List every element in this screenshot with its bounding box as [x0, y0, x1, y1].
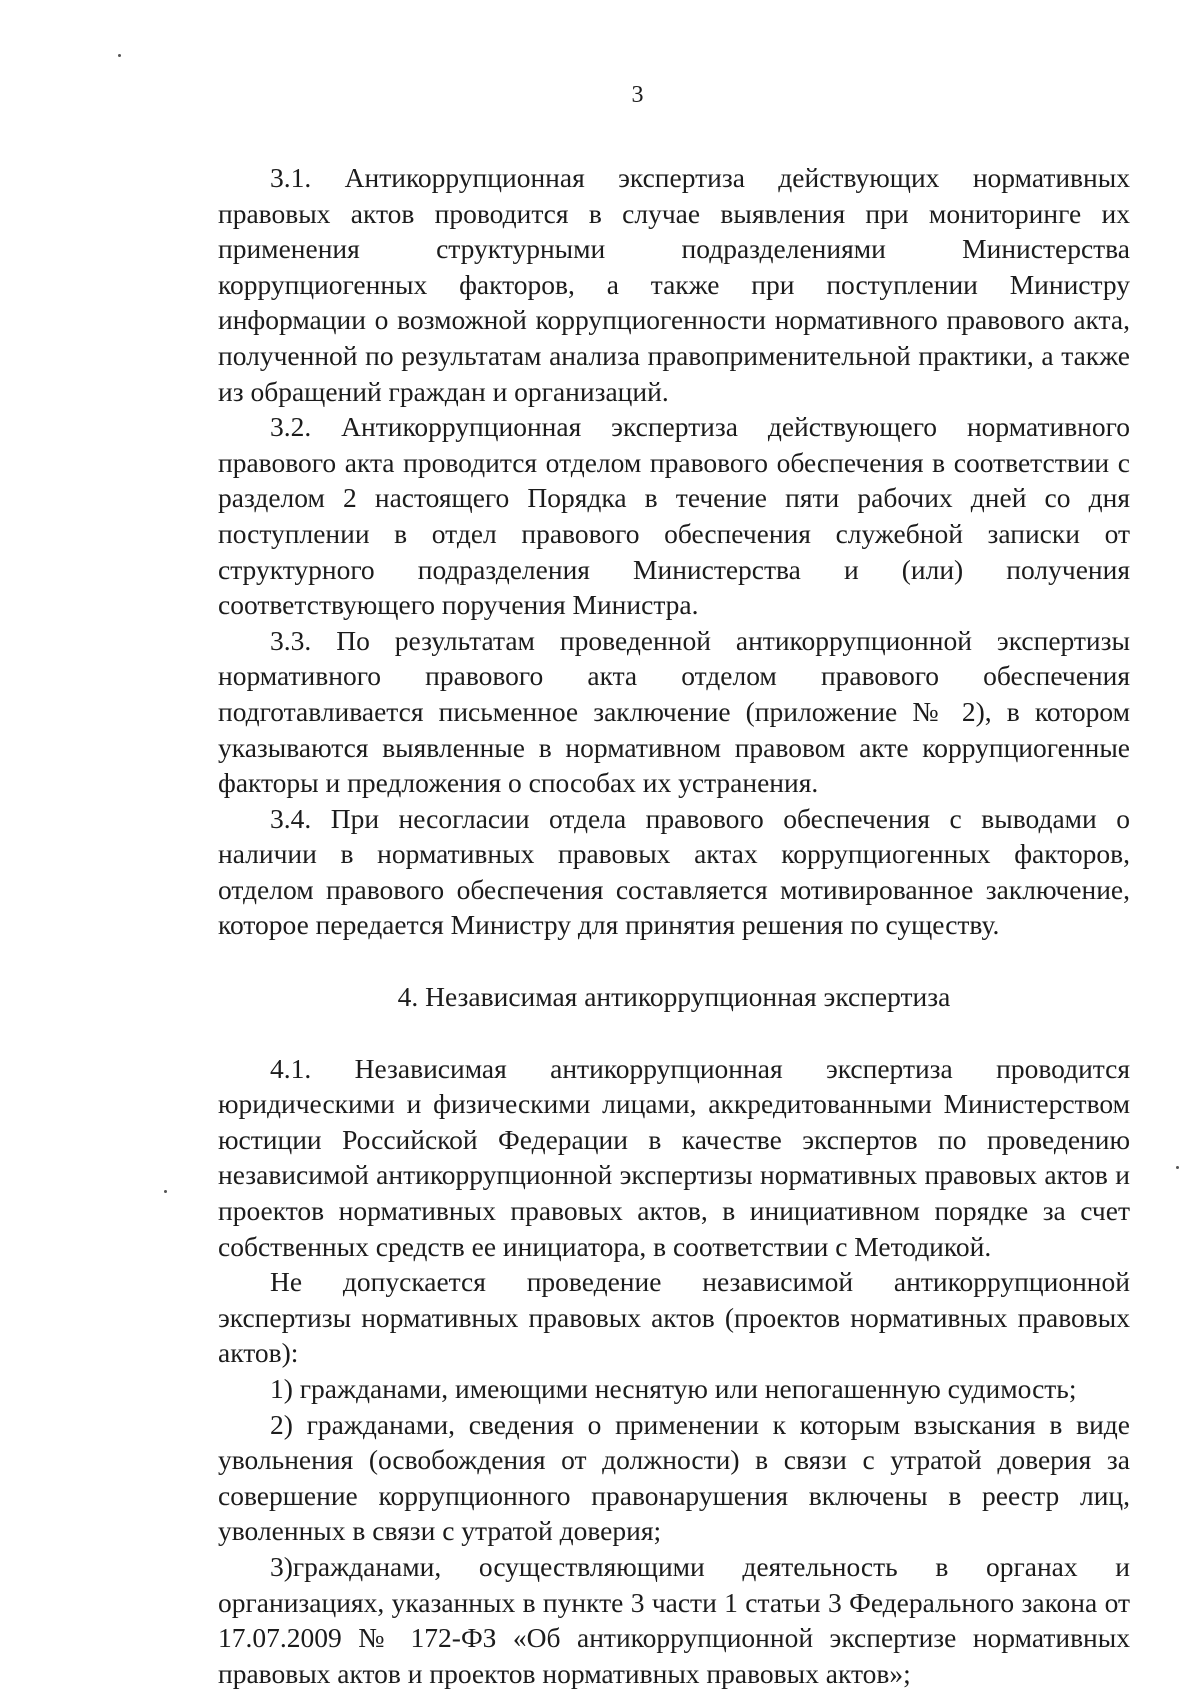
scan-speck — [164, 1190, 167, 1193]
page-number: 3 — [631, 82, 644, 108]
document-body — [218, 160, 1130, 1691]
scan-speck — [118, 54, 121, 57]
list-item-1: 1) гражданами, имеющими неснятую или непогашенную судимость; — [270, 1373, 1077, 1404]
paragraph-3-1: 3.1. Антикоррупционная экспертиза действующих нормативных правовых актов проводится в случае выявления при мониторинге их применения структурными подразделениями Министерства коррупциогенных факторов, а также при поступлении Министру информации о возможной коррупциогенности нормативного правового акта, полученной по результатам анализа правоприменительной практики, а также из обращений граждан и организаций. — [218, 162, 1130, 407]
paragraph-not-allowed: Не допускается проведение независимой антикоррупционной экспертизы нормативных правовых актов (проектов нормативных правовых актов): — [218, 1266, 1130, 1369]
section-heading: 4. Независимая антикоррупционная экспертиза — [397, 981, 951, 1013]
paragraph-3-4: 3.4. При несогласии отдела правового обеспечения с выводами о наличии в нормативных правовых актах коррупциогенных факторов, отделом правового обеспечения составляется мотивированное заключение, которое передается Министру для принятия решения по существу. — [218, 802, 1130, 941]
list-item-3: 3)гражданами, осуществляющими деятельность в органах и организациях, указанных в пункте 3 части 1 статьи 3 Федерального закона от 17.07.2009 № 172-ФЗ «Об антикоррупционной экспертизе нормативных правовых актов и проектов нормативных правовых актов»; — [218, 1550, 1130, 1689]
paragraph-4-1: 4.1. Независимая антикоррупционная экспертиза проводится юридическими и физическими лицами, аккредитованными Министерством юстиции Российской Федерации в качестве экспертов по проведению независимой антикоррупционной экспертизы нормативных правовых актов и проектов нормативных правовых актов, в инициативном порядке за счет собственных средств ее инициатора, в соответствии с Методикой. — [218, 1052, 1130, 1262]
scan-speck — [1176, 1166, 1179, 1169]
paragraph-3-3: 3.3. По результатам проведенной антикоррупционной экспертизы нормативного правового акта отделом правового обеспечения подготавливается письменное заключение (приложение № 2), в котором указываются выявленные в нормативном правовом акте коррупциогенные факторы и предложения о способах их устранения. — [218, 624, 1130, 799]
list-item-2: 2) гражданами, сведения о применении к которым взыскания в виде увольнения (освобождения от должности) в связи с утратой доверия за совершение коррупционного правонарушения включены в реестр лиц, уволенных в связи с утратой доверия; — [218, 1408, 1130, 1547]
paragraph-3-2: 3.2. Антикоррупционная экспертиза действующего нормативного правового акта проводится отделом правового обеспечения в соответствии с разделом 2 настоящего Порядка в течение пяти рабочих дней со дня поступлении в отдел правового обеспечения служебной записки от структурного подразделения Министерства и (или) получения соответствующего поручения Министра. — [218, 411, 1130, 621]
